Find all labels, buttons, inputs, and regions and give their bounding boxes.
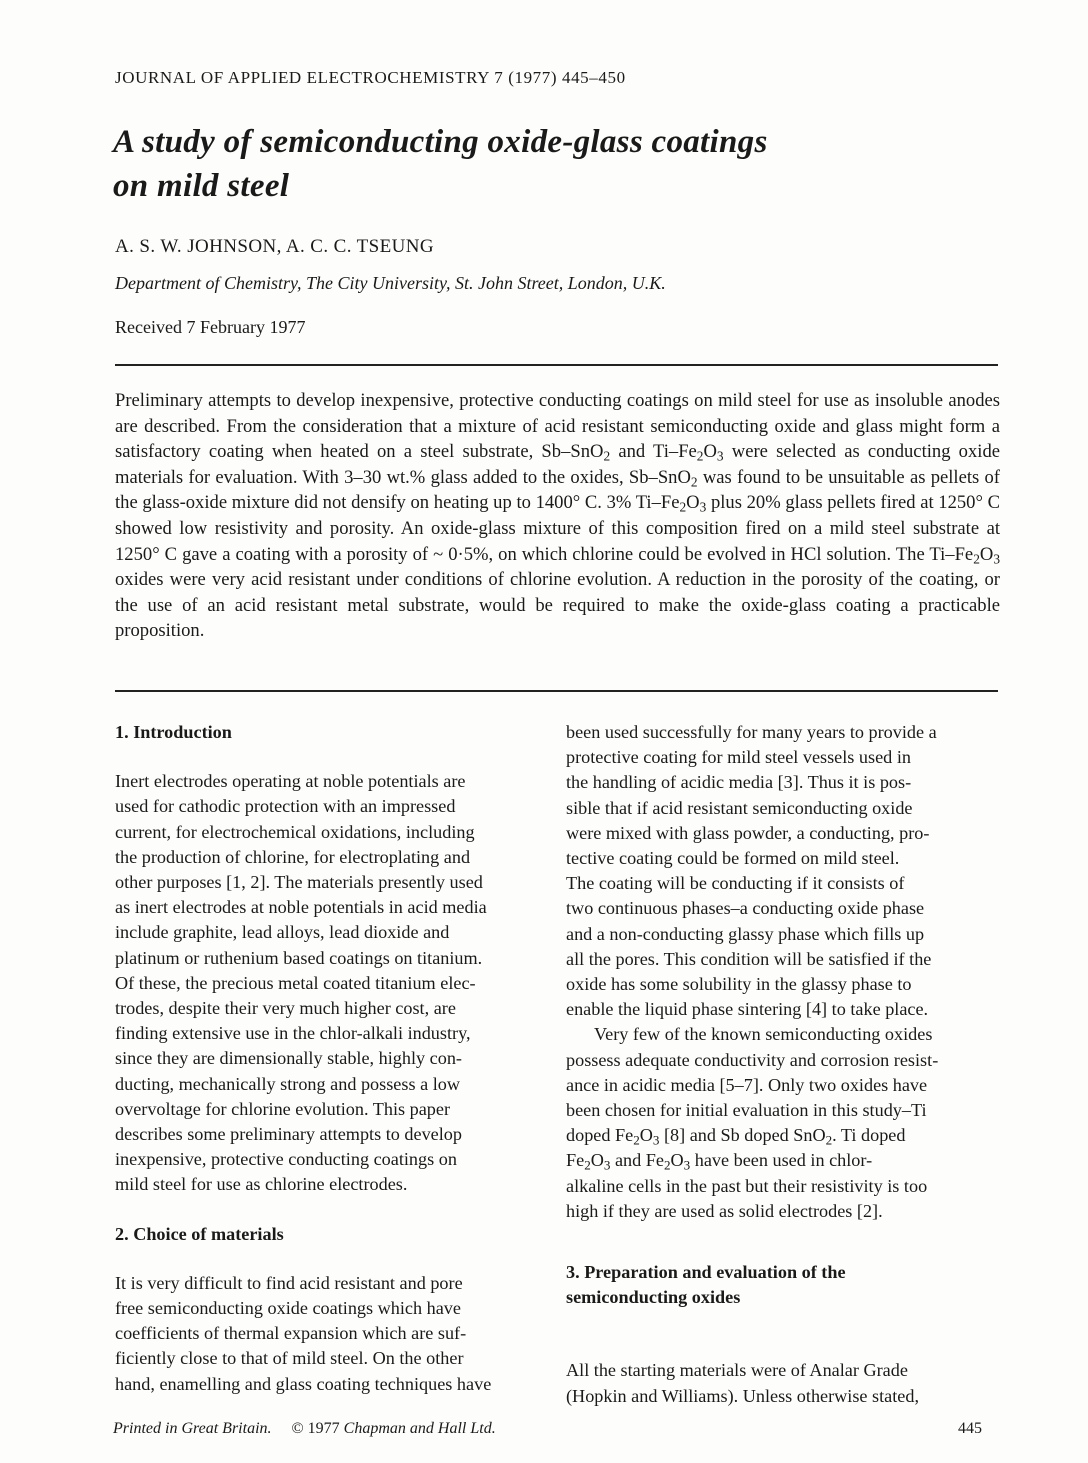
received-date: Received 7 February 1977 [115, 317, 306, 337]
text-line: been chosen for initial evaluation in this study–Ti [566, 1100, 927, 1121]
text-line: (Hopkin and Williams). Unless otherwise stated, [566, 1385, 920, 1406]
right-column [566, 720, 998, 1409]
text-line: high if they are used as solid electrodes [2]. [566, 1200, 883, 1221]
journal-header: JOURNAL OF APPLIED ELECTROCHEMISTRY 7 (1977) 445–450 [115, 68, 626, 87]
abstract: Preliminary attempts to develop inexpensive, protective conducting coatings on mild steel for use as insoluble anodes are described. From the consideration that a mixture of acid resistant semiconducting oxide and glass might form a satisfactory coating when heated on a steel substrate, Sb–SnO$_2$ and $Ti-Fe_2O_3$ were selected as conducting oxide materials for evaluation. With 3–30 wt.% glass added to the oxides, Sb–SnO$_2$ was found to be unsuitable as pellets of the glass-oxide mixture did not densify on heating up to 1400° C. 3% $Ti-Fe_2O_3$ plus 20% glass pellets fired at 1250° C showed low resistivity and porosity. An oxide-glass mixture of this composition fired on a mild steel substrate at 1250° C gave a coating with a porosity of ~ 0·5%, on which chlorine could be evolved in HCl solution. The $Ti-Fe_2O_3$ oxides were very acid resistant under conditions of chlorine evolution. A reduction in the porosity of the coating, or the use of an acid resistant metal substrate, would be required to make the oxide-glass coating a practicable proposition. [115, 390, 1001, 642]
copyright: © 1977 [291, 1420, 340, 1437]
text-line: Very few of the known semiconducting oxides [594, 1024, 933, 1045]
text-line: describes some preliminary attempts to develop [115, 1124, 462, 1145]
publisher: Chapman and Hall Ltd. [343, 1420, 496, 1437]
text-line: include graphite, lead alloys, lead dioxide and [115, 922, 450, 943]
text-line: $Fe_2O_3$ and $Fe_2O_3$ have been used in chlor- [566, 1150, 873, 1173]
text-line: free semiconducting oxide coatings which have [115, 1298, 461, 1319]
text-line: been used successfully for many years to provide a [566, 722, 937, 742]
page-number: 445 [958, 1420, 982, 1437]
text-line: It is very difficult to find acid resistant and pore [115, 1272, 463, 1293]
article-title [113, 120, 973, 208]
text-line: other purposes [1, 2]. The materials presently used [115, 872, 483, 893]
text-line: platinum or ruthenium based coatings on titanium. [115, 947, 483, 968]
text-line: current, for electrochemical oxidations, including [115, 821, 475, 842]
text-line: alkaline cells in the past but their resistivity is too [566, 1175, 928, 1196]
text-line: sible that if acid resistant semiconducting oxide [566, 797, 913, 818]
text-line: finding extensive use in the chlor-alkali industry, [115, 1023, 471, 1044]
text-line: mild steel for use as chlorine electrodes. [115, 1174, 408, 1195]
text-line: the handling of acidic media [3]. Thus it is pos- [566, 772, 912, 793]
section-heading-choice-of-materials: 2. Choice of materials [115, 1223, 284, 1244]
oxides-paragraph [566, 1022, 998, 1224]
section-heading-preparation: 3. Preparation and evaluation of the semiconducting oxides [566, 1262, 846, 1308]
text-line: hand, enamelling and glass coating techniques have [115, 1373, 492, 1394]
text-line: as inert electrodes at noble potentials in acid media [115, 897, 487, 918]
prep-paragraph [566, 1358, 998, 1408]
continued-paragraph [566, 720, 998, 1022]
title-line-1: A study of semiconducting oxide-glass coatings [113, 124, 768, 160]
divider-bottom [115, 690, 998, 692]
text-line: overvoltage for chlorine evolution. This paper [115, 1098, 451, 1119]
intro-paragraph [115, 769, 548, 1197]
footer-imprint [113, 1420, 496, 1438]
section-heading-introduction: 1. Introduction [115, 722, 232, 742]
text-line: protective coating for mild steel vessels used in [566, 747, 911, 768]
left-column [115, 720, 548, 1397]
text-line: coefficients of thermal expansion which are suf- [115, 1323, 467, 1344]
text-line: ficiently close to that of mild steel. On the other [115, 1348, 464, 1369]
text-line: The coating will be conducting if it consists of [566, 873, 905, 894]
text-line: and a non-conducting glassy phase which fills up [566, 923, 925, 944]
choice-paragraph [115, 1271, 548, 1397]
text-line: possess adequate conductivity and corrosion resist- [566, 1049, 939, 1070]
text-line: inexpensive, protective conducting coatings on [115, 1149, 457, 1170]
title-line-2: on mild steel [113, 168, 290, 204]
text-line: tective coating could be formed on mild steel. [566, 848, 900, 869]
text-line: doped $Fe_2O_3$ [8] and Sb doped SnO$_2$. Ti doped [566, 1125, 906, 1148]
text-line: All the starting materials were of Analar Grade [566, 1360, 908, 1381]
printed-in: Printed in Great Britain. [113, 1420, 272, 1437]
text-line: Of these, the precious metal coated titanium elec- [115, 972, 476, 993]
text-line: enable the liquid phase sintering [4] to take place. [566, 999, 929, 1020]
authors: A. S. W. JOHNSON, A. C. C. TSEUNG [115, 236, 435, 257]
text-line: two continuous phases–a conducting oxide phase [566, 898, 925, 919]
text-line: Inert electrodes operating at noble potentials are [115, 771, 466, 792]
affiliation: Department of Chemistry, The City University, St. John Street, London, U.K. [115, 273, 666, 293]
text-line: since they are dimensionally stable, highly con- [115, 1048, 462, 1069]
text-line: were mixed with glass powder, a conducting, pro- [566, 822, 930, 843]
text-line: ducting, mechanically strong and possess a low [115, 1073, 460, 1094]
text-line: all the pores. This condition will be satisfied if the [566, 948, 932, 969]
text-line: trodes, despite their very much higher cost, are [115, 998, 456, 1019]
text-line: the production of chlorine, for electroplating and [115, 846, 471, 867]
text-line: ance in acidic media [5–7]. Only two oxides have [566, 1074, 928, 1095]
divider-top [115, 364, 998, 366]
text-line: used for cathodic protection with an impressed [115, 796, 456, 817]
text-line: oxide has some solubility in the glassy phase to [566, 974, 912, 995]
